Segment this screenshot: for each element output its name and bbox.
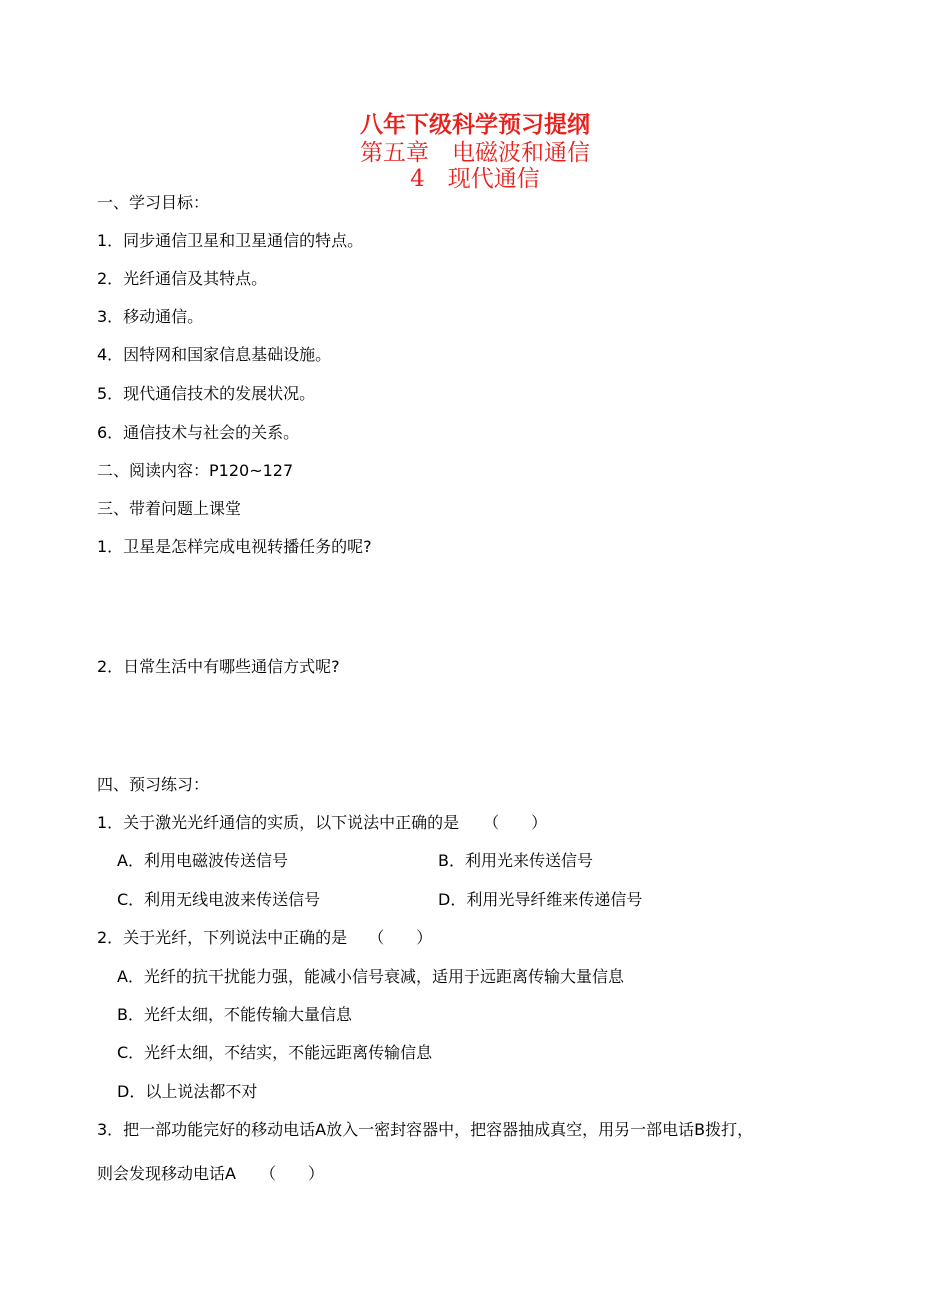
goals-heading: 一、学习目标： bbox=[97, 193, 210, 212]
exercise-1-stem: 1．关于激光光纤通信的实质，以下说法中正确的是 （ ） bbox=[97, 813, 548, 832]
exercise-2-stem: 2．关于光纤，下列说法中正确的是 （ ） bbox=[97, 928, 433, 947]
goal-item-6: 6．通信技术与社会的关系。 bbox=[97, 423, 300, 442]
exercise-1-option-c: C．利用无线电波来传送信号 bbox=[117, 890, 321, 909]
exercise-2-option-d: D．以上说法都不对 bbox=[117, 1082, 258, 1101]
exercise-2-option-a: A．光纤的抗干扰能力强，能减小信号衰减，适用于远距离传输大量信息 bbox=[117, 967, 624, 986]
section-title: 4 现代通信 bbox=[410, 166, 540, 192]
exercise-3-stem-line-1: 3．把一部功能完好的移动电话A放入一密封容器中，把容器抽成真空，用另一部电话B拨打， bbox=[97, 1120, 754, 1139]
chapter-title: 第五章 电磁波和通信 bbox=[360, 140, 590, 166]
exercise-2-option-b: B．光纤太细，不能传输大量信息 bbox=[117, 1005, 352, 1024]
exercise-2-option-c: C．光纤太细，不结实，不能远距离传输信息 bbox=[117, 1043, 433, 1062]
question-item-1: 1．卫星是怎样完成电视转播任务的呢? bbox=[97, 537, 372, 556]
goal-item-1: 1．同步通信卫星和卫星通信的特点。 bbox=[97, 231, 364, 250]
goal-item-5: 5．现代通信技术的发展状况。 bbox=[97, 384, 316, 403]
exercise-1-option-a: A．利用电磁波传送信号 bbox=[117, 851, 288, 870]
goal-item-4: 4．因特网和国家信息基础设施。 bbox=[97, 345, 332, 364]
goal-item-2: 2．光纤通信及其特点。 bbox=[97, 269, 268, 288]
reading-heading: 二、阅读内容：P120~127 bbox=[97, 461, 294, 480]
questions-heading: 三、带着问题上课堂 bbox=[97, 499, 242, 518]
question-item-2: 2．日常生活中有哪些通信方式呢? bbox=[97, 657, 340, 676]
exercises-heading: 四、预习练习： bbox=[97, 775, 210, 794]
exercise-1-option-b: B．利用光来传送信号 bbox=[438, 851, 593, 870]
goal-item-3: 3．移动通信。 bbox=[97, 307, 204, 326]
exercise-3-stem-line-2: 则会发现移动电话A （ ） bbox=[97, 1164, 324, 1183]
exercise-1-option-d: D．利用光导纤维来传递信号 bbox=[438, 890, 643, 909]
document-title: 八年下级科学预习提纲 bbox=[360, 111, 590, 138]
